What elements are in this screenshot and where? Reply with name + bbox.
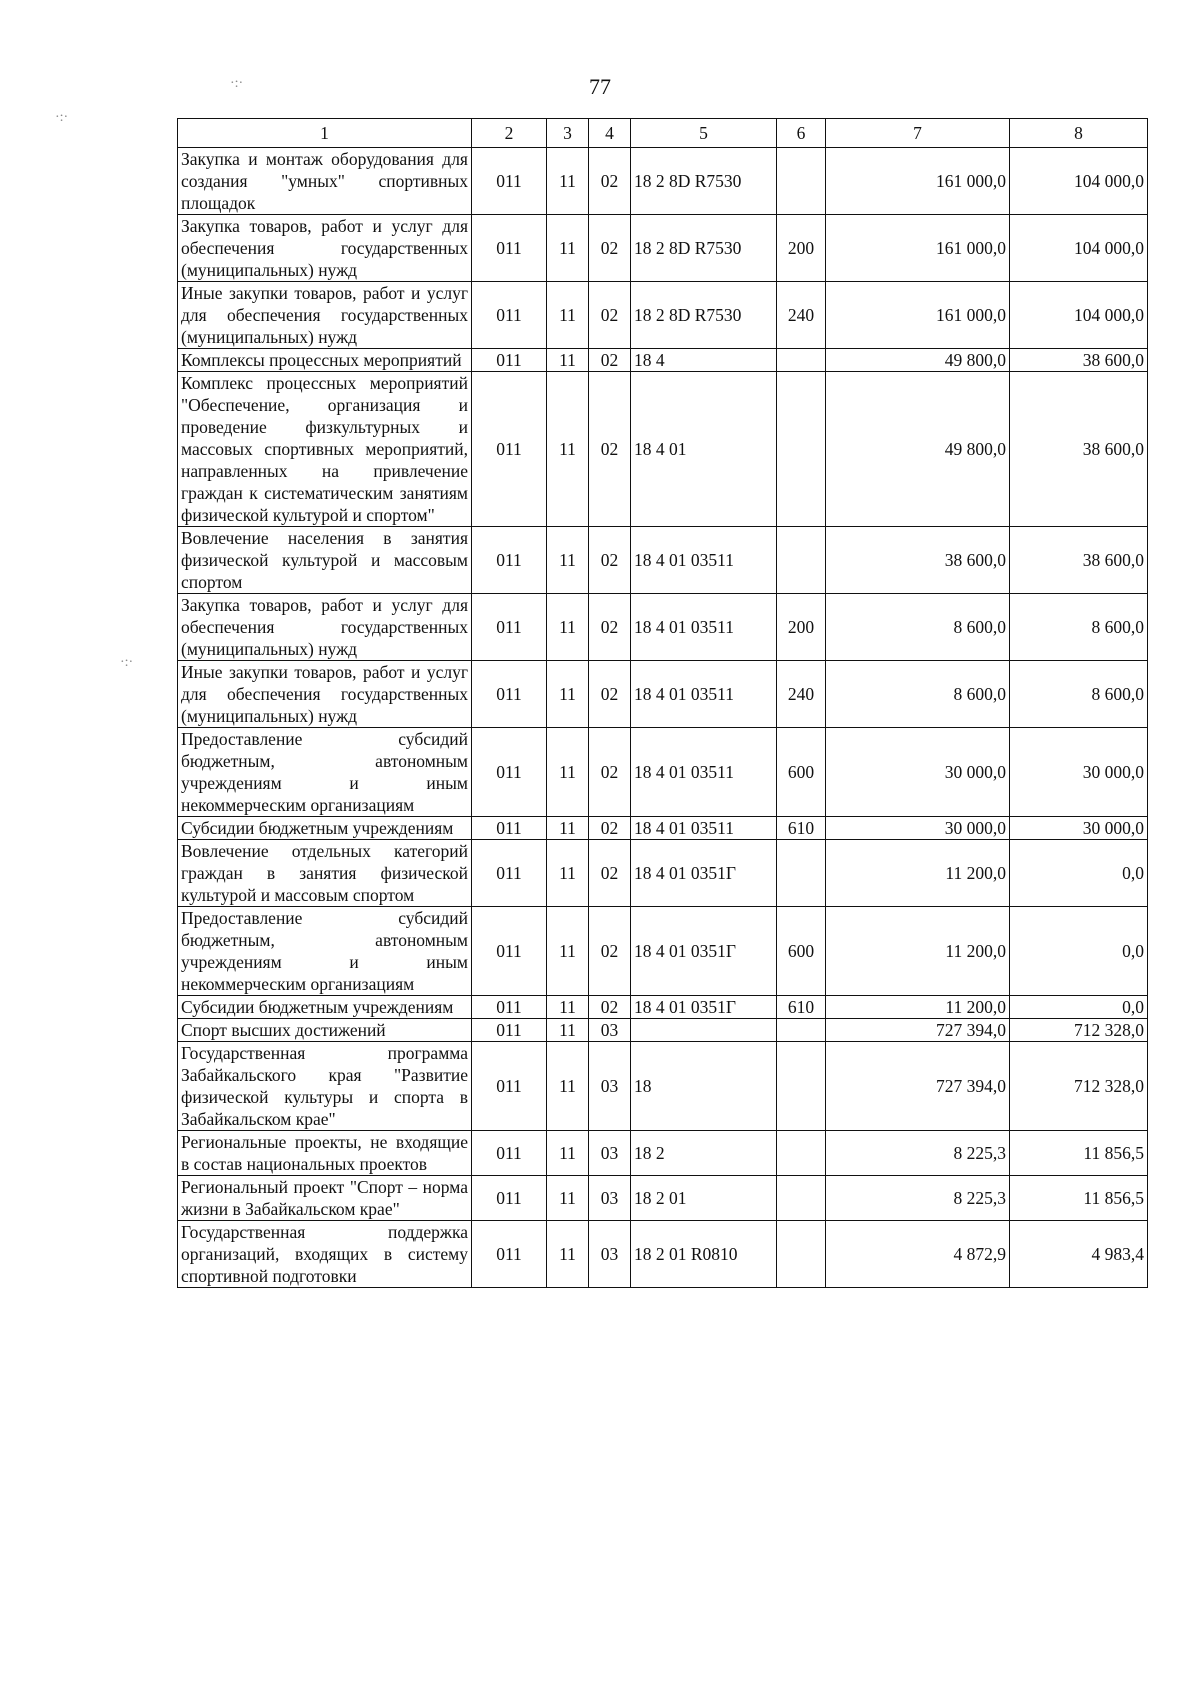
section-code-cell: 11 — [547, 594, 589, 661]
target-article-cell: 18 2 8D R7530 — [631, 282, 777, 349]
page-number: 77 — [589, 74, 611, 99]
target-article-cell: 18 4 01 03511 — [631, 527, 777, 594]
amount-year2-cell: 38 600,0 — [1010, 372, 1148, 527]
amount-year2-cell: 104 000,0 — [1010, 148, 1148, 215]
target-article-cell: 18 4 01 03511 — [631, 594, 777, 661]
item-name-cell: Предоставление субсидий бюджетным, автономным учреждениям и иным некоммерческим организациям — [178, 907, 472, 996]
item-name-cell: Иные закупки товаров, работ и услуг для обеспечения государственных (муниципальных) нужд — [178, 282, 472, 349]
amount-year1-cell: 30 000,0 — [826, 728, 1010, 817]
amount-year1-cell: 11 200,0 — [826, 996, 1010, 1019]
table-row — [178, 996, 1148, 1019]
ministry-code-cell: 011 — [472, 996, 547, 1019]
section-code-cell: 11 — [547, 728, 589, 817]
section-code-cell: 11 — [547, 1131, 589, 1176]
subsection-code-cell: 02 — [589, 817, 631, 840]
table-row — [178, 349, 1148, 372]
amount-year1-cell: 727 394,0 — [826, 1019, 1010, 1042]
item-name-cell: Комплекс процессных мероприятий "Обеспечение, организация и проведение физкультурных и массовых спортивных мероприятий, направленных на привлечение граждан к систематическим занятиям физической культурой и спортом" — [178, 372, 472, 527]
item-name-cell: Региональные проекты, не входящие в состав национальных проектов — [178, 1131, 472, 1176]
item-name-cell: Региональный проект "Спорт – норма жизни в Забайкальском крае" — [178, 1176, 472, 1221]
ministry-code-cell: 011 — [472, 527, 547, 594]
target-article-cell: 18 — [631, 1042, 777, 1131]
expense-type-cell: 200 — [777, 215, 826, 282]
amount-year1-cell: 8 600,0 — [826, 594, 1010, 661]
item-name-cell: Закупка и монтаж оборудования для создания "умных" спортивных площадок — [178, 148, 472, 215]
amount-year2-cell: 11 856,5 — [1010, 1176, 1148, 1221]
expense-type-cell — [777, 1131, 826, 1176]
amount-year1-cell: 11 200,0 — [826, 907, 1010, 996]
amount-year1-cell: 161 000,0 — [826, 215, 1010, 282]
section-code-cell: 11 — [547, 527, 589, 594]
subsection-code-cell: 03 — [589, 1042, 631, 1131]
target-article-cell: 18 2 01 R0810 — [631, 1221, 777, 1288]
target-article-cell: 18 4 — [631, 349, 777, 372]
table-row — [178, 1176, 1148, 1221]
expense-type-cell — [777, 349, 826, 372]
scan-speck: ·:· — [120, 655, 134, 670]
expense-type-cell — [777, 840, 826, 907]
target-article-cell: 18 2 8D R7530 — [631, 148, 777, 215]
amount-year1-cell: 49 800,0 — [826, 349, 1010, 372]
target-article-cell: 18 2 01 — [631, 1176, 777, 1221]
section-code-cell: 11 — [547, 148, 589, 215]
amount-year2-cell: 38 600,0 — [1010, 349, 1148, 372]
subsection-code-cell: 02 — [589, 148, 631, 215]
amount-year1-cell: 8 225,3 — [826, 1176, 1010, 1221]
ministry-code-cell: 011 — [472, 1042, 547, 1131]
table-row — [178, 817, 1148, 840]
target-article-cell: 18 4 01 0351Г — [631, 840, 777, 907]
column-header: 3 — [547, 119, 589, 148]
column-header: 7 — [826, 119, 1010, 148]
subsection-code-cell: 03 — [589, 1019, 631, 1042]
ministry-code-cell: 011 — [472, 1221, 547, 1288]
subsection-code-cell: 02 — [589, 215, 631, 282]
section-code-cell: 11 — [547, 996, 589, 1019]
amount-year1-cell: 8 600,0 — [826, 661, 1010, 728]
section-code-cell: 11 — [547, 372, 589, 527]
amount-year2-cell: 8 600,0 — [1010, 594, 1148, 661]
target-article-cell: 18 2 — [631, 1131, 777, 1176]
target-article-cell: 18 4 01 03511 — [631, 728, 777, 817]
subsection-code-cell: 02 — [589, 282, 631, 349]
ministry-code-cell: 011 — [472, 1131, 547, 1176]
section-code-cell: 11 — [547, 282, 589, 349]
column-header: 8 — [1010, 119, 1148, 148]
subsection-code-cell: 02 — [589, 840, 631, 907]
header-row — [178, 119, 1148, 148]
target-article-cell: 18 4 01 03511 — [631, 661, 777, 728]
table-row — [178, 1131, 1148, 1176]
item-name-cell: Предоставление субсидий бюджетным, автономным учреждениям и иным некоммерческим организациям — [178, 728, 472, 817]
section-code-cell: 11 — [547, 907, 589, 996]
amount-year1-cell: 30 000,0 — [826, 817, 1010, 840]
amount-year2-cell: 104 000,0 — [1010, 215, 1148, 282]
item-name-cell: Субсидии бюджетным учреждениям — [178, 817, 472, 840]
target-article-cell: 18 4 01 0351Г — [631, 996, 777, 1019]
section-code-cell: 11 — [547, 817, 589, 840]
expense-type-cell — [777, 1019, 826, 1042]
table-row — [178, 728, 1148, 817]
subsection-code-cell: 02 — [589, 527, 631, 594]
ministry-code-cell: 011 — [472, 215, 547, 282]
section-code-cell: 11 — [547, 349, 589, 372]
subsection-code-cell: 02 — [589, 996, 631, 1019]
table-row — [178, 661, 1148, 728]
amount-year1-cell: 38 600,0 — [826, 527, 1010, 594]
item-name-cell: Государственная поддержка организаций, входящих в систему спортивной подготовки — [178, 1221, 472, 1288]
expense-type-cell — [777, 1042, 826, 1131]
expense-type-cell — [777, 1221, 826, 1288]
scan-speck: ·:· — [55, 110, 69, 125]
column-header: 5 — [631, 119, 777, 148]
expense-type-cell: 610 — [777, 996, 826, 1019]
ministry-code-cell: 011 — [472, 594, 547, 661]
ministry-code-cell: 011 — [472, 1176, 547, 1221]
amount-year2-cell: 104 000,0 — [1010, 282, 1148, 349]
amount-year2-cell: 11 856,5 — [1010, 1131, 1148, 1176]
target-article-cell: 18 2 8D R7530 — [631, 215, 777, 282]
table-row — [178, 907, 1148, 996]
subsection-code-cell: 03 — [589, 1221, 631, 1288]
amount-year2-cell: 0,0 — [1010, 907, 1148, 996]
expense-type-cell — [777, 1176, 826, 1221]
amount-year2-cell: 712 328,0 — [1010, 1019, 1148, 1042]
ministry-code-cell: 011 — [472, 1019, 547, 1042]
subsection-code-cell: 02 — [589, 907, 631, 996]
subsection-code-cell: 03 — [589, 1176, 631, 1221]
item-name-cell: Государственная программа Забайкальского края "Развитие физической культуры и спорта в Забайкальском крае" — [178, 1042, 472, 1131]
ministry-code-cell: 011 — [472, 661, 547, 728]
amount-year2-cell: 712 328,0 — [1010, 1042, 1148, 1131]
subsection-code-cell: 02 — [589, 728, 631, 817]
table-row — [178, 282, 1148, 349]
amount-year2-cell: 4 983,4 — [1010, 1221, 1148, 1288]
table-row — [178, 1019, 1148, 1042]
item-name-cell: Вовлечение населения в занятия физической культурой и массовым спортом — [178, 527, 472, 594]
subsection-code-cell: 02 — [589, 594, 631, 661]
amount-year2-cell: 0,0 — [1010, 840, 1148, 907]
expense-type-cell: 240 — [777, 282, 826, 349]
section-code-cell: 11 — [547, 661, 589, 728]
target-article-cell — [631, 1019, 777, 1042]
item-name-cell: Иные закупки товаров, работ и услуг для обеспечения государственных (муниципальных) нужд — [178, 661, 472, 728]
column-header: 4 — [589, 119, 631, 148]
item-name-cell: Комплексы процессных мероприятий — [178, 349, 472, 372]
table-row — [178, 1042, 1148, 1131]
ministry-code-cell: 011 — [472, 282, 547, 349]
ministry-code-cell: 011 — [472, 148, 547, 215]
subsection-code-cell: 02 — [589, 349, 631, 372]
column-header: 2 — [472, 119, 547, 148]
ministry-code-cell: 011 — [472, 349, 547, 372]
table-body — [178, 148, 1148, 1288]
expense-type-cell: 610 — [777, 817, 826, 840]
amount-year2-cell: 30 000,0 — [1010, 728, 1148, 817]
item-name-cell: Субсидии бюджетным учреждениям — [178, 996, 472, 1019]
amount-year2-cell: 0,0 — [1010, 996, 1148, 1019]
item-name-cell: Спорт высших достижений — [178, 1019, 472, 1042]
section-code-cell: 11 — [547, 1221, 589, 1288]
amount-year1-cell: 4 872,9 — [826, 1221, 1010, 1288]
column-header: 1 — [178, 119, 472, 148]
table-row — [178, 840, 1148, 907]
column-header: 6 — [777, 119, 826, 148]
section-code-cell: 11 — [547, 1042, 589, 1131]
item-name-cell: Закупка товаров, работ и услуг для обеспечения государственных (муниципальных) нужд — [178, 215, 472, 282]
amount-year2-cell: 30 000,0 — [1010, 817, 1148, 840]
expense-type-cell — [777, 148, 826, 215]
ministry-code-cell: 011 — [472, 907, 547, 996]
table-row — [178, 372, 1148, 527]
scan-speck: ·:· — [230, 76, 244, 91]
ministry-code-cell: 011 — [472, 817, 547, 840]
amount-year2-cell: 38 600,0 — [1010, 527, 1148, 594]
section-code-cell: 11 — [547, 840, 589, 907]
expense-type-cell — [777, 527, 826, 594]
ministry-code-cell: 011 — [472, 372, 547, 527]
target-article-cell: 18 4 01 03511 — [631, 817, 777, 840]
section-code-cell: 11 — [547, 1176, 589, 1221]
subsection-code-cell: 02 — [589, 372, 631, 527]
expense-type-cell: 600 — [777, 728, 826, 817]
expense-type-cell — [777, 372, 826, 527]
expense-type-cell: 200 — [777, 594, 826, 661]
table-row — [178, 594, 1148, 661]
ministry-code-cell: 011 — [472, 728, 547, 817]
target-article-cell: 18 4 01 — [631, 372, 777, 527]
section-code-cell: 11 — [547, 1019, 589, 1042]
ministry-code-cell: 011 — [472, 840, 547, 907]
item-name-cell: Закупка товаров, работ и услуг для обеспечения государственных (муниципальных) нужд — [178, 594, 472, 661]
budget-table — [177, 118, 1148, 1288]
subsection-code-cell: 02 — [589, 661, 631, 728]
amount-year1-cell: 161 000,0 — [826, 282, 1010, 349]
expense-type-cell: 240 — [777, 661, 826, 728]
expense-type-cell: 600 — [777, 907, 826, 996]
target-article-cell: 18 4 01 0351Г — [631, 907, 777, 996]
amount-year1-cell: 11 200,0 — [826, 840, 1010, 907]
subsection-code-cell: 03 — [589, 1131, 631, 1176]
table-row — [178, 215, 1148, 282]
item-name-cell: Вовлечение отдельных категорий граждан в занятия физической культурой и массовым спортом — [178, 840, 472, 907]
amount-year2-cell: 8 600,0 — [1010, 661, 1148, 728]
table-row — [178, 148, 1148, 215]
section-code-cell: 11 — [547, 215, 589, 282]
amount-year1-cell: 727 394,0 — [826, 1042, 1010, 1131]
table-row — [178, 1221, 1148, 1288]
amount-year1-cell: 161 000,0 — [826, 148, 1010, 215]
amount-year1-cell: 49 800,0 — [826, 372, 1010, 527]
table-row — [178, 527, 1148, 594]
amount-year1-cell: 8 225,3 — [826, 1131, 1010, 1176]
